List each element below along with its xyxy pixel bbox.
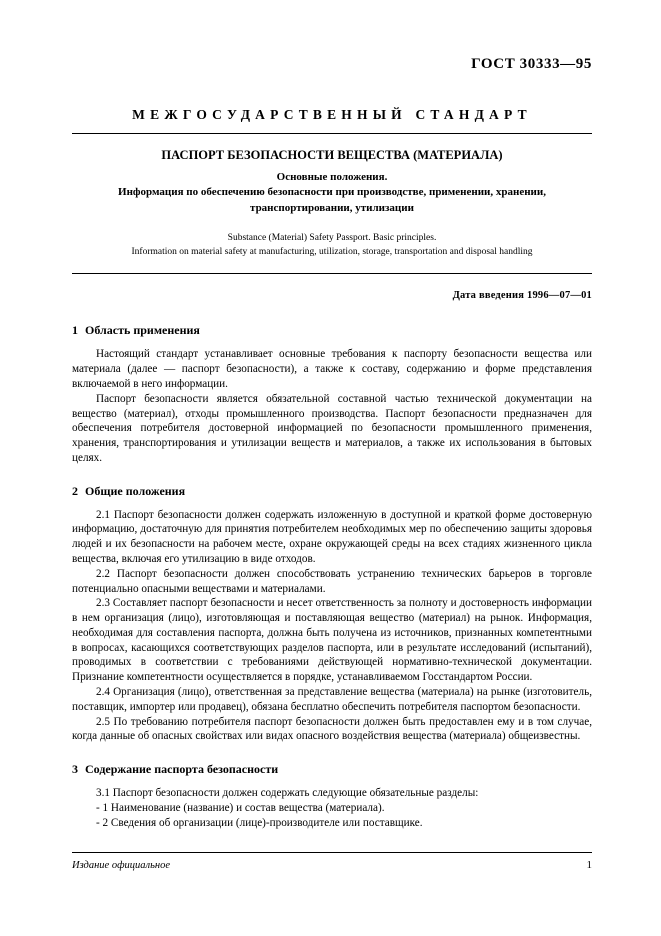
- footer-row: [72, 859, 592, 871]
- section-2-paragraph-1: 2.1 Паспорт безопасности должен содержать изложенную в доступной и краткой форме достоверную информацию, достаточную для принятия потребителем необходимых мер по обеспечению защиты здоровья людей и их безопасности на рабочем месте, охране окружающей среды на всех стадиях жизненного цикла вещества, включая его утилизацию в виде отходов.: [72, 508, 592, 565]
- section-number-2: 2: [72, 483, 78, 498]
- document-number: ГОСТ 30333—95: [471, 56, 592, 72]
- page-title: ПАСПОРТ БЕЗОПАСНОСТИ ВЕЩЕСТВА (МАТЕРИАЛА): [161, 148, 503, 162]
- page-number: 1: [586, 859, 592, 871]
- section-3-item-1: - 1 Наименование (название) и состав вещества (материала).: [96, 801, 385, 814]
- subtitle-secondary-line2: транспортировании, утилизации: [250, 201, 414, 214]
- standard-type-heading: МЕЖГОСУДАРСТВЕННЫЙ СТАНДАРТ: [132, 107, 532, 122]
- section-number-1: 1: [72, 323, 78, 338]
- section-1-paragraph-1: Настоящий стандарт устанавливает основные требования к паспорту безопасности вещества или материала (далее — паспорт безопасности), а также к составу, содержанию и форме представления включаемой в него информации.: [72, 348, 592, 390]
- section-3-paragraph-1: 3.1 Паспорт безопасности должен содержать следующие обязательные разделы:: [96, 787, 479, 800]
- document-content: [72, 56, 592, 830]
- section-heading-2: [72, 484, 592, 499]
- section-1-paragraph-2: Паспорт безопасности является обязательной составной частью технической документации на вещество (материал), отходы промышленного производства. Паспорт безопасности предназначен для обеспечения потребителя достоверной информацией по безопасности промышленного применения, хранения, транспортирования и утилизации веществ и материалов, а также их использования в бытовых целях.: [72, 392, 592, 464]
- section-2-paragraph-4: 2.4 Организация (лицо), ответственная за представление вещества (материала) на рынке (изготовитель, поставщик, импортер или продавец), обязана бесплатно обеспечить потребителя паспортом безопасности.: [72, 686, 592, 713]
- section-heading-3: [72, 762, 592, 777]
- section-title-1: Область применения: [85, 323, 200, 338]
- section-title-2: Общие положения: [85, 483, 186, 498]
- section-title-3: Содержание паспорта безопасности: [85, 762, 279, 777]
- english-title-block: [72, 231, 592, 260]
- section-2-paragraph-2: 2.2 Паспорт безопасности должен способствовать устранению технических барьеров в торговле потенциально опасными веществами и материалами.: [72, 567, 592, 595]
- edition-note: Издание официальное: [72, 860, 171, 871]
- english-title-line2: Information on material safety at manufacturing, utilization, storage, transportation and disposal handling: [131, 247, 533, 258]
- subtitle-secondary-line1: Информация по обеспечению безопасности при производстве, применении, хранении,: [118, 186, 546, 198]
- section-number-3: 3: [72, 762, 78, 777]
- section-heading-1: [72, 323, 592, 338]
- section-2-paragraph-5: 2.5 По требованию потребителя паспорт безопасности должен быть предоставлен ему и в том случае, когда данные об опасных свойствах или видах опасного воздействия вещества (материала) общеизвестны.: [72, 715, 592, 743]
- section-3-item-2: - 2 Сведения об организации (лице)-производителе или поставщике.: [96, 816, 423, 829]
- subtitle-primary: Основные положения.: [276, 171, 388, 183]
- effective-date: Дата введения 1996—07—01: [452, 290, 592, 302]
- page-footer: [72, 852, 592, 871]
- title-divider: [72, 273, 592, 274]
- section-2-paragraph-3: 2.3 Составляет паспорт безопасности и несет ответственность за полноту и достоверность информации в нем организация (лицо), изготовляющая и поставляющая вещество (материал) на рынок. Информация, необходимая для составления паспорта, должна быть получена из источников, признанных компетентными в вопросах, касающихся соответствующих разделов паспорта, или в результате исследований (испытаний), проводимых в соответствии с требованиями действующей нормативно-технической документации. Признание компетентности осуществляется в порядке, устанавливаемом Госстандартом России.: [72, 597, 592, 684]
- subtitle-secondary: [72, 185, 592, 217]
- english-title-line1: Substance (Material) Safety Passport. Basic principles.: [227, 232, 437, 243]
- footer-divider: [72, 852, 592, 853]
- header-divider: [72, 133, 592, 134]
